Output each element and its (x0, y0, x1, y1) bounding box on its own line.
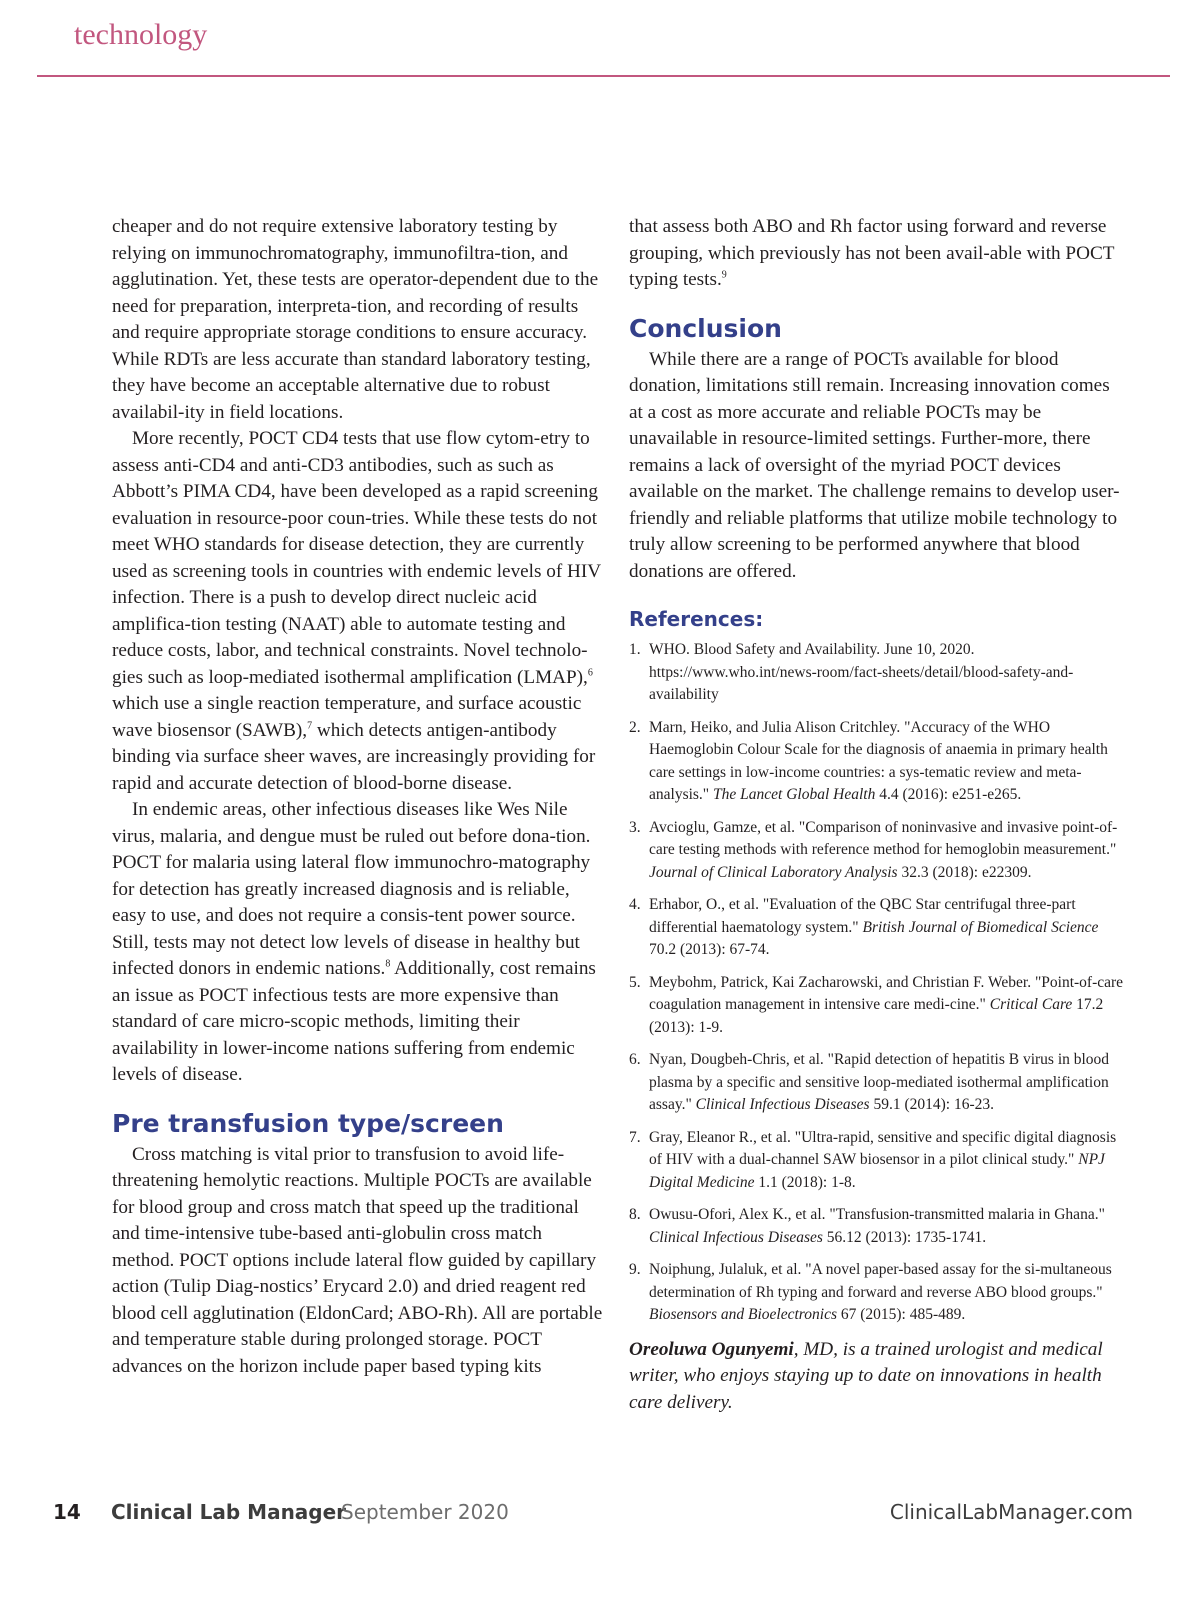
issue-date: September 2020 (341, 1500, 509, 1524)
magazine-title: Clinical Lab Manager (111, 1500, 347, 1524)
page-footer (53, 1500, 1133, 1534)
reference-journal: Clinical Infectious Diseases (649, 1228, 823, 1246)
reference-number: 5. (629, 973, 641, 991)
reference-details: 70.2 (2013): 67-74. (649, 941, 770, 958)
reference-text: Owusu-Ofori, Alex K., et al. "Transfusion-transmitted malaria in Ghana." (649, 1206, 1105, 1223)
reference-details: 1.1 (2018): 1-8. (754, 1173, 856, 1191)
reference-number: 7. (629, 1128, 641, 1146)
right-column (629, 214, 1126, 1416)
reference-item (629, 639, 1126, 707)
author-bio (629, 1337, 1126, 1417)
section-label: technology (74, 18, 208, 51)
paragraph (629, 214, 1126, 294)
text: In endemic areas, other infectious diseases like Wes Nile virus, malaria, and dengue must be ruled out before dona-tion. POCT for malaria using lateral flow immunochro-matography for detection has greatly increased diagnosis and is reliable, easy to use, and does not require a consis-tent power source. Still, tests may not detect low levels of disease in healthy but infected donors in endemic nations. (112, 799, 591, 979)
references-list (629, 639, 1126, 1327)
reference-item (629, 817, 1126, 885)
reference-number: 3. (629, 818, 641, 836)
reference-details: 56.12 (2013): 1735-1741. (822, 1228, 987, 1246)
text: which use a single reaction temperature, and surface acoustic wave biosensor (SAWB), (112, 693, 582, 741)
reference-item (629, 894, 1126, 962)
left-column (112, 214, 606, 1380)
reference-details: 32.3 (2018): e22309. (897, 863, 1032, 881)
reference-number: 9. (629, 1261, 641, 1278)
reference-journal: Clinical Infectious Diseases (695, 1096, 870, 1113)
reference-text: Noiphung, Julaluk, et al. "A novel paper-based assay for the si-multaneous determination of Rh typing and forward and reverse ABO blood groups." (649, 1261, 1112, 1301)
reference-item (629, 1049, 1126, 1117)
reference-journal: Biosensors and Bioelectronics (649, 1306, 837, 1323)
reference-text: Nyan, Dougbeh-Chris, et al. "Rapid detection of hepatitis B virus in blood plasma by a specific and sensitive loop-mediated isothermal amplification assay." (649, 1051, 1110, 1113)
citation: 7 (307, 720, 313, 732)
website-link[interactable]: ClinicalLabManager.com (889, 1500, 1133, 1524)
reference-text: Erhabor, O., et al. "Evaluation of the QBC Star centrifugal three-part differential haematology system." (649, 896, 1076, 936)
reference-item (629, 1127, 1126, 1195)
reference-number: 8. (629, 1206, 641, 1223)
reference-text: Gray, Eleanor R., et al. "Ultra-rapid, sensitive and specific digital diagnosis of HIV with a dual-channel SAW biosensor in a pilot clinical study." (649, 1128, 1117, 1168)
section-heading: Pre transfusion type/screen (112, 1108, 504, 1138)
reference-text: Marn, Heiko, and Julia Alison Critchley. "Accuracy of the WHO Haemoglobin Colour Scale for the diagnosis of anaemia in primary health care settings in low-income countries: a sys-tematic review and meta-analysis." (649, 718, 1108, 803)
text: Additionally, cost remains an issue as POCT infectious tests are more expensive than standard of care micro-scopic methods, limiting their availability in lower-income nations suffering from endemic levels of disease. (112, 958, 596, 1085)
reference-details: 59.1 (2014): 16-23. (869, 1096, 994, 1113)
reference-text: Avcioglu, Gamze, et al. "Comparison of noninvasive and invasive point-of-care testing methods with reference method for hemoglobin measurement." (649, 818, 1118, 858)
reference-item (629, 972, 1126, 1040)
text: that assess both ABO and Rh factor using forward and reverse grouping, which previously has not been avail-able with POCT typing tests. (629, 216, 1115, 290)
reference-details: 17.2 (2013): 1-9. (649, 996, 1104, 1036)
reference-text: WHO. Blood Safety and Availability. June 10, 2020. https://www.who.int/news-room/fact-sheets/detail/blood-safety-and-availability (649, 641, 1074, 703)
page-number: 14 (53, 1500, 81, 1524)
reference-journal: The Lancet Global Health (713, 786, 876, 803)
reference-number: 6. (629, 1051, 641, 1068)
reference-journal: Journal of Clinical Laboratory Analysis (649, 863, 898, 881)
reference-journal: NPJ Digital Medicine (649, 1151, 1105, 1191)
paragraph (112, 797, 606, 1089)
conclusion-heading: Conclusion (629, 313, 782, 343)
reference-details: 67 (2015): 485-489. (836, 1306, 966, 1323)
reference-journal: Critical Care (989, 996, 1073, 1013)
citation: 6 (587, 667, 593, 679)
references-heading: References: (629, 607, 764, 631)
reference-number: 1. (629, 641, 641, 658)
author-description: , MD, is a trained urologist and medical writer, who enjoys staying up to date on innovations in health care delivery. (629, 1338, 1103, 1413)
text: which detects antigen-antibody binding via surface sheer waves, are increasingly providing for rapid and accurate detection of blood-borne disease. (112, 719, 596, 794)
paragraph: Cross matching is vital prior to transfusion to avoid life-threatening hemolytic reactions. Multiple POCTs are available for blood group and cross match that speed up the traditional and time-intensive tube-based anti-globulin cross match method. POCT options include lateral flow guided by capillary action (Tulip Diag-nostics’ Erycard 2.0) and dried reagent red blood cell agglutination (EldonCard; ABO-Rh). All are portable and temperature stable during prolonged storage. POCT advances on the horizon include paper based typing kits (112, 1143, 603, 1377)
paragraph (112, 426, 606, 797)
paragraph: While there are a range of POCTs available for blood donation, limitations still remain. Increasing innovation comes at a cost as more accurate and reliable POCTs may be unavailable in resource-limited settings. Further-more, there remains a lack of oversight of the myriad POCT devices available on the market. The challenge remains to develop user-friendly and reliable platforms that utilize mobile technology to truly allow screening to be performed anywhere that blood donations are offered. (629, 348, 1120, 582)
citation: 9 (721, 269, 727, 281)
paragraph: cheaper and do not require extensive laboratory testing by relying on immunochromatography, immunofiltra-tion, and agglutination. Yet, these tests are operator-dependent due to the need for preparation, interpreta-tion, and recording of results and require appropriate storage conditions to ensure accuracy. While RDTs are less accurate than standard laboratory testing, they have become an acceptable alternative due to robust availabil-ity in field locations. (112, 216, 599, 423)
reference-details: 4.4 (2016): e251-e265. (875, 786, 1022, 803)
author-name: Oreoluwa Ogunyemi (629, 1338, 794, 1360)
reference-number: 2. (629, 718, 641, 736)
reference-item (629, 1259, 1126, 1327)
reference-item (629, 717, 1126, 807)
reference-item (629, 1204, 1126, 1249)
citation: 8 (385, 958, 391, 970)
reference-number: 4. (629, 896, 641, 913)
reference-journal: British Journal of Biomedical Science (862, 918, 1099, 936)
header-divider (37, 75, 1170, 77)
text: More recently, POCT CD4 tests that use flow cytom-etry to assess anti-CD4 and anti-CD3 antibodies, such as such as Abbott’s PIMA CD4, have been developed as a rapid screening evaluation in resource-poor coun-tries. While these tests do not meet WHO standards for disease detection, they are currently used as screening tools in countries with endemic levels of HIV infection. There is a push to develop direct nucleic acid amplifica-tion testing (NAAT) able to automate testing and reduce costs, labor, and technical constraints. Novel technolo-gies such as loop-mediated isothermal amplification (LMAP), (112, 428, 601, 688)
reference-text: Meybohm, Patrick, Kai Zacharowski, and Christian F. Weber. "Point-of-care coagulation management in intensive care medi-cine." (649, 973, 1124, 1013)
